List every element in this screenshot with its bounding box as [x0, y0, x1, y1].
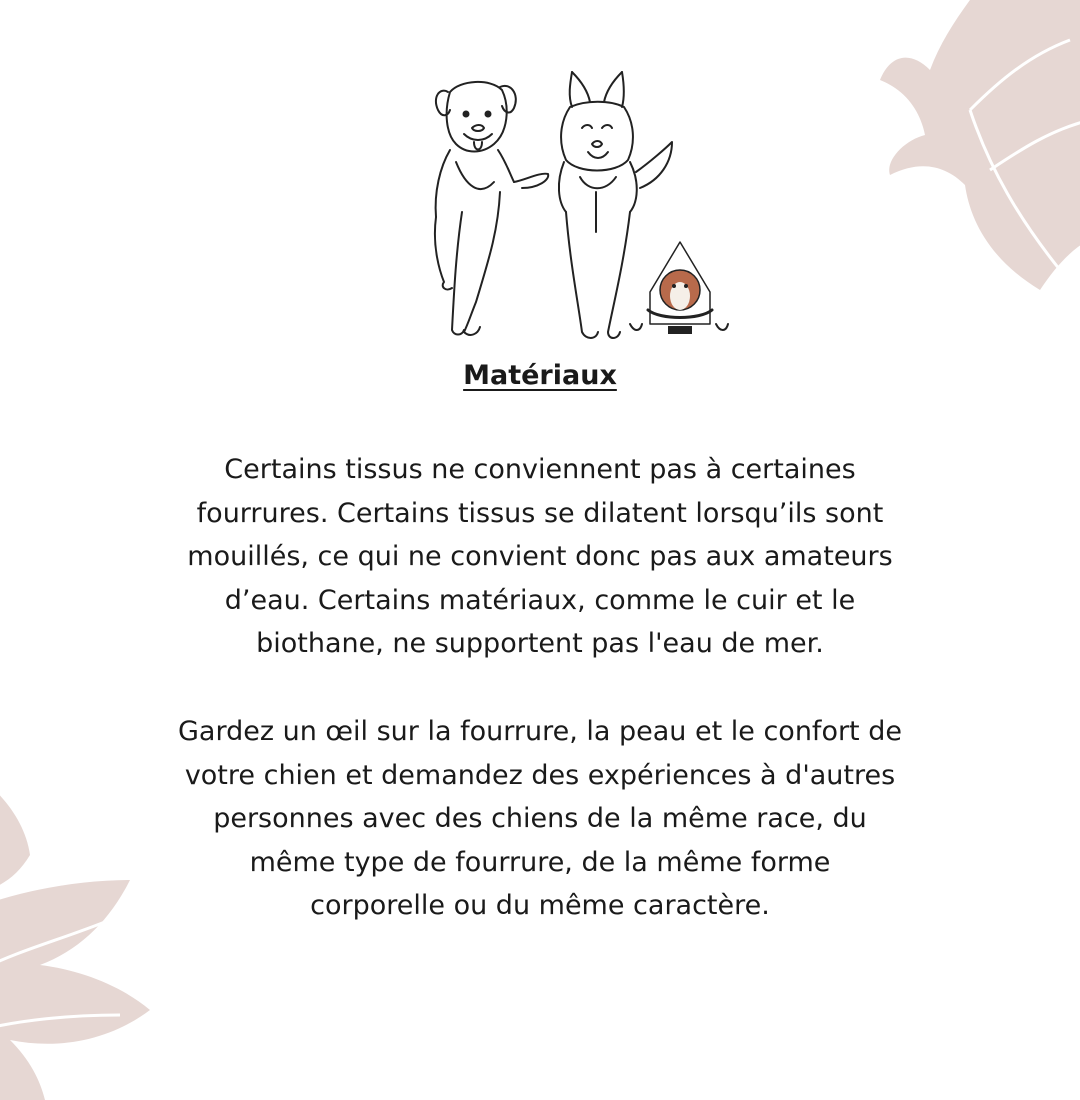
- page-title: Matériaux: [463, 360, 617, 391]
- paragraph-advice: [120, 710, 960, 928]
- paragraph-line: même type de fourrure, de la même forme: [249, 846, 831, 878]
- husky-logo-icon: [630, 242, 728, 334]
- paragraph-line: d’eau. Certains matériaux, comme le cuir et le: [224, 584, 856, 616]
- paragraph-line: Gardez un œil sur la fourrure, la peau et le confort de: [178, 716, 902, 747]
- paragraph-line: biothane, ne supportent pas l'eau de mer.: [256, 628, 824, 659]
- paragraph-materials: [120, 448, 960, 666]
- paragraph-line: personnes avec des chiens de la même race, du: [213, 803, 867, 834]
- left-dog-drawing: [435, 82, 548, 335]
- paragraph-line: mouillés, ce qui ne convient donc pas aux amateurs: [187, 541, 893, 572]
- two-dogs-illustration: [410, 62, 740, 352]
- paragraph-line: fourrures. Certains tissus se dilatent lorsqu’ils sont: [196, 497, 884, 529]
- decorative-leaf-top-right: [850, 0, 1080, 320]
- paragraph-line: corporelle ou du même caractère.: [310, 890, 770, 921]
- paragraph-line: Certains tissus ne conviennent pas à certaines: [224, 454, 856, 485]
- paragraph-line: votre chien et demandez des expériences à d'autres: [184, 759, 896, 791]
